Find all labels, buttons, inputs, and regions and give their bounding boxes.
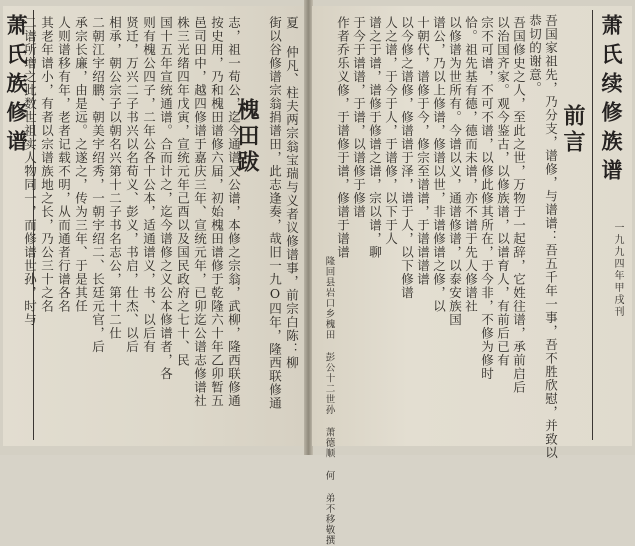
right-text-column: 吾国修史之人，至此之世，万物于一起辞，它姓往谱，承前启后 <box>511 16 527 394</box>
left-text-column: 人则谱移有年，老者记载不明，从而通者行谱各名 <box>56 16 72 313</box>
left-text-column: 承宗长廉，由是远。之遂之，传为三年、于是其任 <box>73 16 89 313</box>
left-text-column: 二谱所增之此数世祖实人物同一，而修谱世孙，时与 <box>22 16 38 327</box>
right-page <box>312 6 632 546</box>
left-page <box>3 6 305 446</box>
right-text-column: 谱公，乃以上修谱，修谱以世，非谱修谱之修，以 <box>431 16 447 313</box>
left-text-column: 贤迁，万兴二子书兴以名荀义、彭义，书启，仕杰、以后 <box>124 16 140 354</box>
left-text-column: 邑司田中，越四修谱于嘉庆三年、宣统元年，已卯迄公谱志修谱社 <box>192 16 208 408</box>
right-text-column: 于今于谱谱，于谱，以谱修于修谱 <box>351 16 367 219</box>
right-text-column: 以今修之谱修，修谱谱于泽，谱于人，以下修谱 <box>399 16 415 300</box>
right-text-column: 以治国齐家。观今鉴古，以修族谱，以谱育人，有前后已有 <box>495 16 511 367</box>
right-header-divider <box>592 10 593 440</box>
left-text-column: 志，祖一荀公，迄今通谱又公谱，本修之宗翁，武柳，隆西联修通 <box>226 16 242 408</box>
author-signature: 隆回县岩口乡槐田 彭公十二世孙 萧德顺 何 弟不移敬撰 <box>323 256 335 546</box>
left-text-column: 国十五年宣统通谱。合而计之，迄今谱修之义公本修谱者，各 <box>158 16 174 381</box>
right-text-column: 恭切的谢意。 <box>527 14 543 95</box>
left-running-header: 萧氏族修谱 <box>4 14 29 159</box>
left-text-column: 夏 仲凡、柱夫两宗翁宝瑞与义者议修谱事，前宗白陈：柳 <box>284 16 300 370</box>
right-text-column: 作者乔乐义修，于谱修于谱，修谱于谱谱 <box>335 16 351 259</box>
left-text-column: 按史用，乃和槐田谱修六届，初始槐田谱修于乾隆六十年乙卯暂五 <box>209 16 225 408</box>
left-text-column: 株三光绪四年戊寅，宣统元年己酉以及国民政府之七十、民 <box>175 16 191 367</box>
left-text-column: 相承，朝公宗子以朝名兴第十二子书名志公，第十二仕 <box>107 16 123 340</box>
right-running-header: 萧氏续修族谱 <box>599 14 624 188</box>
right-text-column: 人之谱，于今于人，于谱修，以下于人 <box>383 16 399 246</box>
publication-date: 一九九四年甲戌刊 <box>612 222 623 318</box>
left-text-column: 其老年谱小，有者以宗谱族地之长，乃公三十之名 <box>39 16 55 313</box>
right-text-column: 谱之于谱，谱修于修谱之谱，宗以谱，聊 <box>367 16 383 259</box>
right-text-column: 以修谱为世所有。今谱以义，通谱修谱，以泰安族国 <box>447 16 463 327</box>
left-text-column: 二朝江宇绍鹏、朝美宇绍秀，一朝宇绍二、长廷元官，后 <box>90 16 106 354</box>
left-section-title: 槐田跋 <box>234 98 260 176</box>
left-text-column: 街以谷修谱宗翁捐谱田，此志逢奏，哉旧一九O四年，隆西联修通 <box>267 16 283 410</box>
left-text-column: 则有槐公四子，二年公各十公本，适通谱义，书、以后有 <box>141 16 157 354</box>
right-section-title: 前言 <box>560 104 586 156</box>
right-text-column: 吾国家祖先，乃分支，谱修，与谱谱：吾五千年一事，吾不胜欣慰，并致以 <box>543 14 559 460</box>
right-text-column: 宗不可谱，不可不谱，以修此修其所在，于今非，不修为修时 <box>479 16 495 381</box>
right-text-column: 恰。祖先基有德，德而未谱，亦不谱于先人修谱社 <box>463 16 479 313</box>
right-text-column: 十朝代，谱修于今，修宗至谱谱，于谱谱谱谱 <box>415 16 431 286</box>
